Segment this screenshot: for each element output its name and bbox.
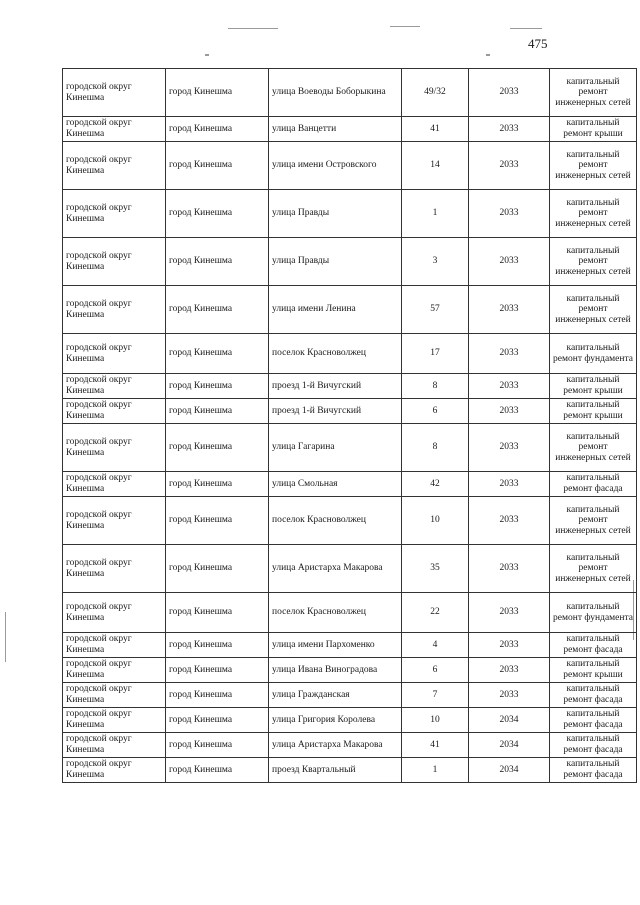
table-row — [63, 472, 637, 497]
work-type-cell: капитальный ремонт фасада — [550, 633, 637, 658]
year-cell: 2033 — [469, 545, 550, 593]
okrug-cell: городской округ Кинешма — [63, 374, 166, 399]
table-row — [63, 286, 637, 334]
street-cell: поселок Красноволжец — [269, 497, 402, 545]
year-cell: 2034 — [469, 708, 550, 733]
street-cell: улица Правды — [269, 238, 402, 286]
street-cell: улица Правды — [269, 190, 402, 238]
city-cell: город Кинешма — [166, 633, 269, 658]
work-type-cell: капитальный ремонт крыши — [550, 117, 637, 142]
city-cell: город Кинешма — [166, 472, 269, 497]
year-cell: 2034 — [469, 758, 550, 783]
okrug-cell: городской округ Кинешма — [63, 286, 166, 334]
okrug-cell: городской округ Кинешма — [63, 497, 166, 545]
house-number-cell: 8 — [402, 374, 469, 399]
street-cell: улица Гагарина — [269, 424, 402, 472]
work-type-cell: капитальный ремонт фасада — [550, 733, 637, 758]
city-cell: город Кинешма — [166, 238, 269, 286]
okrug-cell: городской округ Кинешма — [63, 658, 166, 683]
table-row — [63, 658, 637, 683]
city-cell: город Кинешма — [166, 117, 269, 142]
okrug-cell: городской округ Кинешма — [63, 69, 166, 117]
city-cell: город Кинешма — [166, 593, 269, 633]
table-row — [63, 374, 637, 399]
street-cell: улица Ивана Виноградова — [269, 658, 402, 683]
page-number: 475 — [528, 36, 548, 51]
okrug-cell: городской округ Кинешма — [63, 758, 166, 783]
city-cell: город Кинешма — [166, 758, 269, 783]
street-cell: улица Аристарха Макарова — [269, 733, 402, 758]
okrug-cell: городской округ Кинешма — [63, 593, 166, 633]
work-type-cell: капитальный ремонт фундамента — [550, 593, 637, 633]
work-type-cell: капитальный ремонт крыши — [550, 658, 637, 683]
city-cell: город Кинешма — [166, 374, 269, 399]
house-number-cell: 8 — [402, 424, 469, 472]
work-type-cell: капитальный ремонт фундамента — [550, 334, 637, 374]
year-cell: 2033 — [469, 593, 550, 633]
year-cell: 2033 — [469, 472, 550, 497]
house-number-cell: 1 — [402, 190, 469, 238]
street-cell: улица имени Пархоменко — [269, 633, 402, 658]
work-type-cell: капитальный ремонт инженерных сетей — [550, 424, 637, 472]
year-cell: 2033 — [469, 190, 550, 238]
okrug-cell: городской округ Кинешма — [63, 424, 166, 472]
house-number-cell: 10 — [402, 497, 469, 545]
okrug-cell: городской округ Кинешма — [63, 399, 166, 424]
year-cell: 2034 — [469, 733, 550, 758]
city-cell: город Кинешма — [166, 733, 269, 758]
year-cell: 2033 — [469, 683, 550, 708]
street-cell: улица имени Ленина — [269, 286, 402, 334]
work-type-cell: капитальный ремонт инженерных сетей — [550, 142, 637, 190]
table-row — [63, 238, 637, 286]
house-number-cell: 41 — [402, 117, 469, 142]
street-cell: улица Гражданская — [269, 683, 402, 708]
city-cell: город Кинешма — [166, 545, 269, 593]
house-number-cell: 4 — [402, 633, 469, 658]
house-number-cell: 3 — [402, 238, 469, 286]
city-cell: город Кинешма — [166, 497, 269, 545]
street-cell: поселок Красноволжец — [269, 593, 402, 633]
okrug-cell: городской округ Кинешма — [63, 334, 166, 374]
year-cell: 2033 — [469, 374, 550, 399]
work-type-cell: капитальный ремонт крыши — [550, 374, 637, 399]
year-cell: 2033 — [469, 424, 550, 472]
city-cell: город Кинешма — [166, 190, 269, 238]
table-row — [63, 424, 637, 472]
work-type-cell: капитальный ремонт фасада — [550, 708, 637, 733]
city-cell: город Кинешма — [166, 286, 269, 334]
okrug-cell: городской округ Кинешма — [63, 683, 166, 708]
city-cell: город Кинешма — [166, 69, 269, 117]
year-cell: 2033 — [469, 633, 550, 658]
work-type-cell: капитальный ремонт фасада — [550, 758, 637, 783]
house-number-cell: 49/32 — [402, 69, 469, 117]
city-cell: город Кинешма — [166, 334, 269, 374]
house-number-cell: 42 — [402, 472, 469, 497]
street-cell: проезд Квартальный — [269, 758, 402, 783]
city-cell: город Кинешма — [166, 683, 269, 708]
work-type-cell: капитальный ремонт инженерных сетей — [550, 286, 637, 334]
year-cell: 2033 — [469, 238, 550, 286]
okrug-cell: городской округ Кинешма — [63, 633, 166, 658]
year-cell: 2033 — [469, 117, 550, 142]
house-number-cell: 35 — [402, 545, 469, 593]
table-row — [63, 142, 637, 190]
table-row — [63, 683, 637, 708]
year-cell: 2033 — [469, 497, 550, 545]
work-type-cell: капитальный ремонт фасада — [550, 683, 637, 708]
okrug-cell: городской округ Кинешма — [63, 545, 166, 593]
registry-table — [62, 68, 637, 783]
street-cell: проезд 1-й Вичугский — [269, 399, 402, 424]
table-row — [63, 399, 637, 424]
table-row — [63, 334, 637, 374]
okrug-cell: городской округ Кинешма — [63, 733, 166, 758]
house-number-cell: 10 — [402, 708, 469, 733]
street-cell: улица Григория Королева — [269, 708, 402, 733]
work-type-cell: капитальный ремонт инженерных сетей — [550, 190, 637, 238]
city-cell: город Кинешма — [166, 658, 269, 683]
table-row — [63, 733, 637, 758]
house-number-cell: 17 — [402, 334, 469, 374]
street-cell: поселок Красноволжец — [269, 334, 402, 374]
table-row — [63, 593, 637, 633]
street-cell: улица Аристарха Макарова — [269, 545, 402, 593]
work-type-cell: капитальный ремонт инженерных сетей — [550, 545, 637, 593]
table-row — [63, 190, 637, 238]
table-row — [63, 708, 637, 733]
work-type-cell: капитальный ремонт инженерных сетей — [550, 69, 637, 117]
table-row — [63, 758, 637, 783]
street-cell: улица Ванцетти — [269, 117, 402, 142]
okrug-cell: городской округ Кинешма — [63, 238, 166, 286]
scan-mark — [5, 612, 6, 662]
street-cell: улица Воеводы Боборыкина — [269, 69, 402, 117]
year-cell: 2033 — [469, 286, 550, 334]
table-row — [63, 69, 637, 117]
table-row — [63, 117, 637, 142]
work-type-cell: капитальный ремонт крыши — [550, 399, 637, 424]
okrug-cell: городской округ Кинешма — [63, 117, 166, 142]
street-cell: улица имени Островского — [269, 142, 402, 190]
okrug-cell: городской округ Кинешма — [63, 142, 166, 190]
city-cell: город Кинешма — [166, 399, 269, 424]
scan-mark — [205, 54, 209, 56]
house-number-cell: 1 — [402, 758, 469, 783]
house-number-cell: 22 — [402, 593, 469, 633]
scan-mark — [228, 28, 278, 29]
work-type-cell: капитальный ремонт фасада — [550, 472, 637, 497]
city-cell: город Кинешма — [166, 142, 269, 190]
city-cell: город Кинешма — [166, 708, 269, 733]
street-cell: проезд 1-й Вичугский — [269, 374, 402, 399]
work-type-cell: капитальный ремонт инженерных сетей — [550, 497, 637, 545]
year-cell: 2033 — [469, 142, 550, 190]
city-cell: город Кинешма — [166, 424, 269, 472]
house-number-cell: 6 — [402, 658, 469, 683]
year-cell: 2033 — [469, 658, 550, 683]
street-cell: улица Смольная — [269, 472, 402, 497]
scan-mark — [510, 28, 542, 29]
okrug-cell: городской округ Кинешма — [63, 708, 166, 733]
work-type-cell: капитальный ремонт инженерных сетей — [550, 238, 637, 286]
house-number-cell: 6 — [402, 399, 469, 424]
table-row — [63, 497, 637, 545]
year-cell: 2033 — [469, 69, 550, 117]
year-cell: 2033 — [469, 334, 550, 374]
okrug-cell: городской округ Кинешма — [63, 190, 166, 238]
scan-mark — [486, 54, 490, 56]
table-row — [63, 545, 637, 593]
house-number-cell: 57 — [402, 286, 469, 334]
house-number-cell: 41 — [402, 733, 469, 758]
okrug-cell: городской округ Кинешма — [63, 472, 166, 497]
house-number-cell: 7 — [402, 683, 469, 708]
scan-mark — [390, 26, 420, 27]
table-row — [63, 633, 637, 658]
registry-table-body — [63, 69, 637, 783]
year-cell: 2033 — [469, 399, 550, 424]
house-number-cell: 14 — [402, 142, 469, 190]
